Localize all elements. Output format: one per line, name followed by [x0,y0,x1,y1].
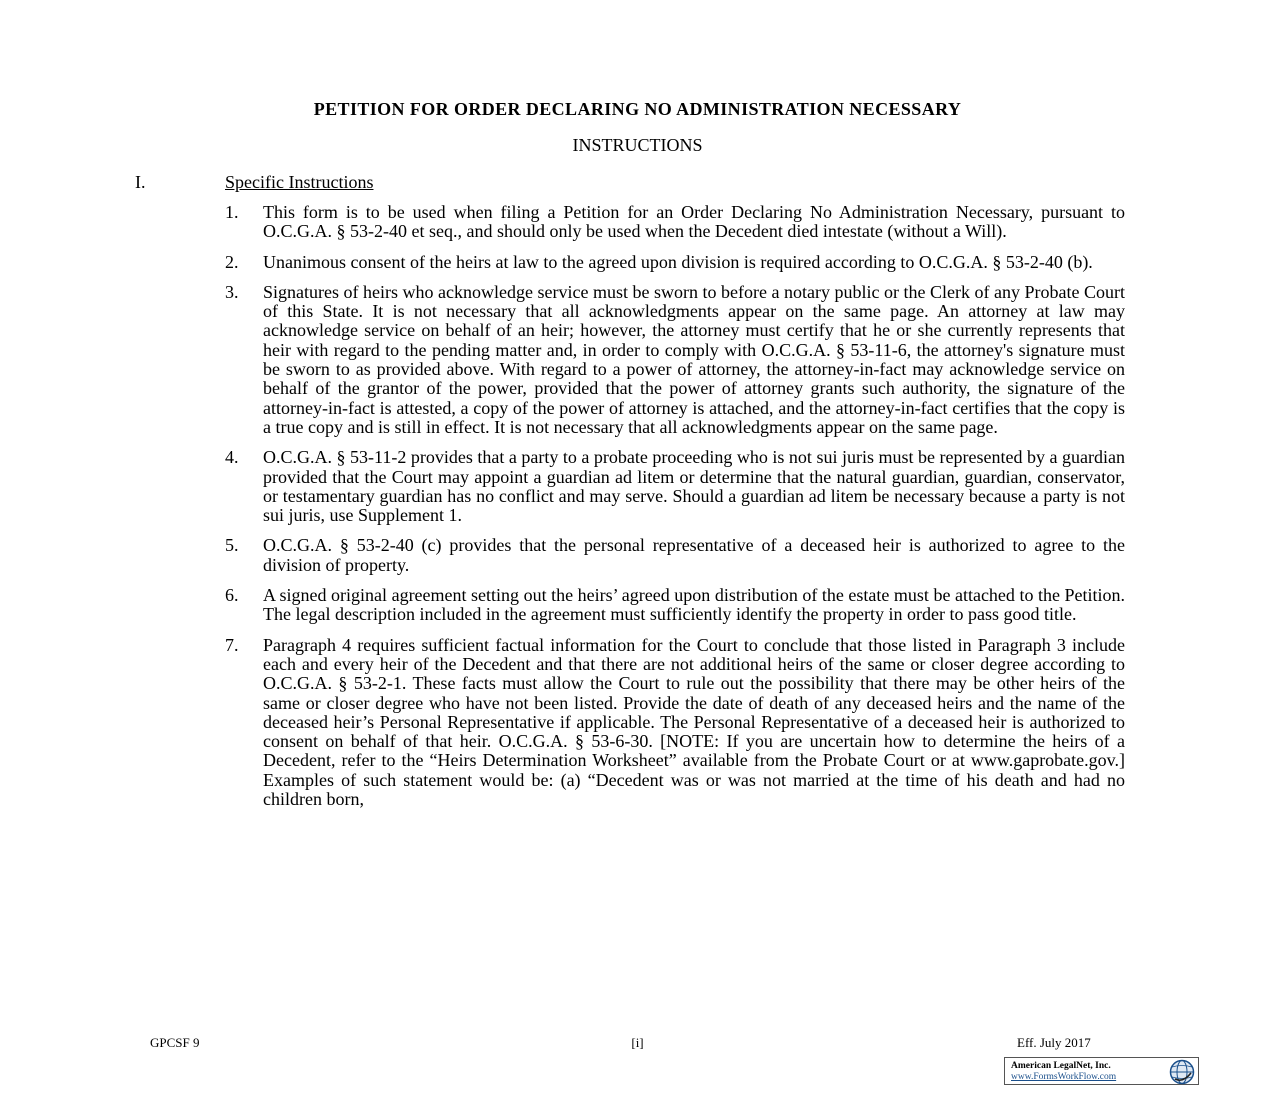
instruction-text: This form is to be used when filing a Petition for an Order Declaring No Administration Necessary, pursuant to O.C.G.A. § 53-2-40 et seq., and should only be used when the Decedent died intestate (without a Will). [263,202,1125,242]
document-subtitle: INSTRUCTIONS [572,135,703,155]
footer-page-number: [i] [631,1035,644,1050]
instruction-text: Paragraph 4 requires sufficient factual information for the Court to conclude that those listed in Paragraph 3 include each and every heir of the Decedent and that there are not additional heirs of the same or closer degree according to O.C.G.A. § 53-2-1. These facts must allow the Court to rule out the possibility that there may be other heirs of the same or closer degree who have not been listed. Provide the date of death of any deceased heirs and the name of the deceased heir’s Personal Representative if applicable. The Personal Representative of a deceased heir is authorized to consent on behalf of that heir. O.C.G.A. § 53-6-30. [NOTE: If you are uncertain how to determine the heirs of a Decedent, refer to the “Heirs Determination Worksheet” available from the Probate Court or at www.gaprobate.gov.] Examples of such statement would be: (a) “Decedent was or was not married at the time of his death and had no children born, [263,634,1125,810]
instruction-number: 1. [225,202,239,222]
footer-form-id: GPCSF 9 [150,1035,200,1050]
instruction-number: 6. [225,585,239,606]
section-number: I. [135,172,146,192]
instruction-item [225,586,1125,625]
instruction-text: O.C.G.A. § 53-11-2 provides that a party to a probate proceeding who is not sui juris must be represented by a guardian provided that the Court may appoint a guardian ad litem or determine that the natural guardian, guardian, conservator, or testamentary guardian has no conflict and may serve. Should a guardian ad litem be necessary because a party is not sui juris, use Supplement 1. [263,447,1125,526]
instruction-number: 3. [225,281,239,302]
instruction-text: A signed original agreement setting out the heirs’ agreed upon distribution of the estate must be attached to the Petition. The legal description included in the agreement must sufficiently identify the property in order to pass good title. [263,585,1125,625]
publisher-name: American LegalNet, Inc. [1011,1061,1111,1071]
instruction-number: 4. [225,447,239,468]
instruction-text: O.C.G.A. § 53-2-40 (c) provides that the personal representative of a deceased heir is authorized to agree to the division of property. [263,535,1125,575]
section-title: Specific Instructions [225,172,374,192]
instruction-number: 7. [225,634,239,655]
instruction-number: 2. [225,251,239,272]
instruction-list [225,203,1125,820]
publisher-link[interactable]: www.FormsWorkFlow.com [1011,1072,1117,1082]
instruction-item [225,636,1125,810]
instruction-number: 5. [225,535,239,556]
instruction-item [225,448,1125,525]
document-title: PETITION FOR ORDER DECLARING NO ADMINISTRATION NECESSARY [313,99,962,119]
instruction-text: Signatures of heirs who acknowledge service must be sworn to before a notary public or the Clerk of any Probate Court of this State. It is not necessary that all acknowledgments appear on the same page. An attorney at law may acknowledge service on behalf of an heir; however, the attorney must certify that he or she currently represents that heir with regard to the pending matter and, in order to comply with O.C.G.A. § 53-11-6, the attorney's signature must be sworn to as provided above. With regard to a power of attorney, the attorney-in-fact may acknowledge service on behalf of the grantor of the power, provided that the power of attorney grants such authority, the signature of the attorney-in-fact is attested, a copy of the power of attorney is attached, and the attorney-in-fact certifies that the copy is a true copy and is still in effect. It is not necessary that all acknowledgments appear on the same page. [263,281,1125,437]
instruction-item [225,203,1125,242]
publisher-badge[interactable] [1004,1057,1199,1085]
globe-icon [1169,1059,1195,1085]
instruction-text: Unanimous consent of the heirs at law to the agreed upon division is required according to O.C.G.A. § 53-2-40 (b). [263,251,1093,272]
footer-effective-date: Eff. July 2017 [1017,1035,1091,1050]
instruction-item [225,253,1125,272]
instruction-item [225,283,1125,437]
instruction-item [225,536,1125,575]
